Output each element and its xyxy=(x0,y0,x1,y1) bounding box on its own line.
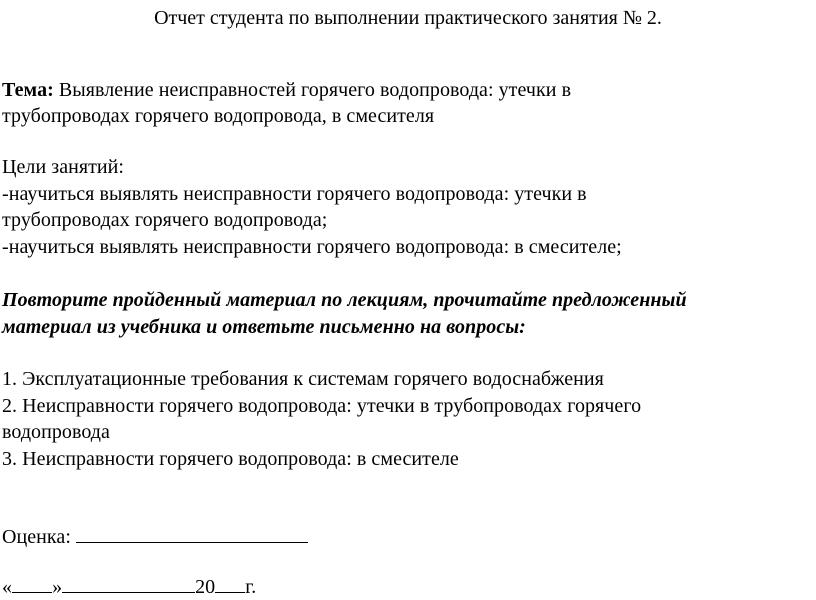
date-close-quote: » xyxy=(52,576,63,598)
grade-line xyxy=(2,524,308,550)
date-line xyxy=(2,574,256,600)
grade-label: Оценка: xyxy=(2,526,76,548)
topic-line-1 xyxy=(2,77,571,103)
year-prefix: 20 xyxy=(195,576,216,598)
topic-label: Тема: xyxy=(2,79,54,101)
year-blank[interactable] xyxy=(215,574,245,593)
goal-item: -научиться выявлять неисправности горячего водопровода: в смесителе; xyxy=(2,236,622,258)
instruction-line-2: материал из учебника и ответьте письменно на вопросы: xyxy=(2,316,526,338)
question-item: 2. Неисправности горячего водопровода: утечки в трубопроводах горячего xyxy=(2,395,642,417)
topic-line-2: трубопроводах горячего водопровода, в смесителя xyxy=(2,105,435,127)
question-item: 3. Неисправности горячего водопровода: в смесителе xyxy=(2,448,459,470)
topic-text-1: Выявление неисправностей горячего водопровода: утечки в xyxy=(53,79,572,101)
instruction-line-1: Повторите пройденный материал по лекциям, прочитайте предложенный xyxy=(2,289,687,311)
grade-blank[interactable] xyxy=(76,524,308,543)
day-blank[interactable] xyxy=(12,574,52,593)
goals-heading: Цели занятий: xyxy=(2,156,125,178)
question-item: водопровода xyxy=(2,421,110,443)
goal-item: -научиться выявлять неисправности горячего водопровода: утечки в xyxy=(2,183,587,205)
date-open-quote: « xyxy=(2,576,13,598)
year-suffix: г. xyxy=(245,576,257,598)
question-item: 1. Эксплуатационные требования к системам горячего водоснабжения xyxy=(2,368,604,390)
goal-item: трубопроводах горячего водопровода; xyxy=(2,209,328,231)
document-title: Отчет студента по выполнении практического занятия № 2. xyxy=(154,7,662,29)
month-blank[interactable] xyxy=(62,574,195,593)
